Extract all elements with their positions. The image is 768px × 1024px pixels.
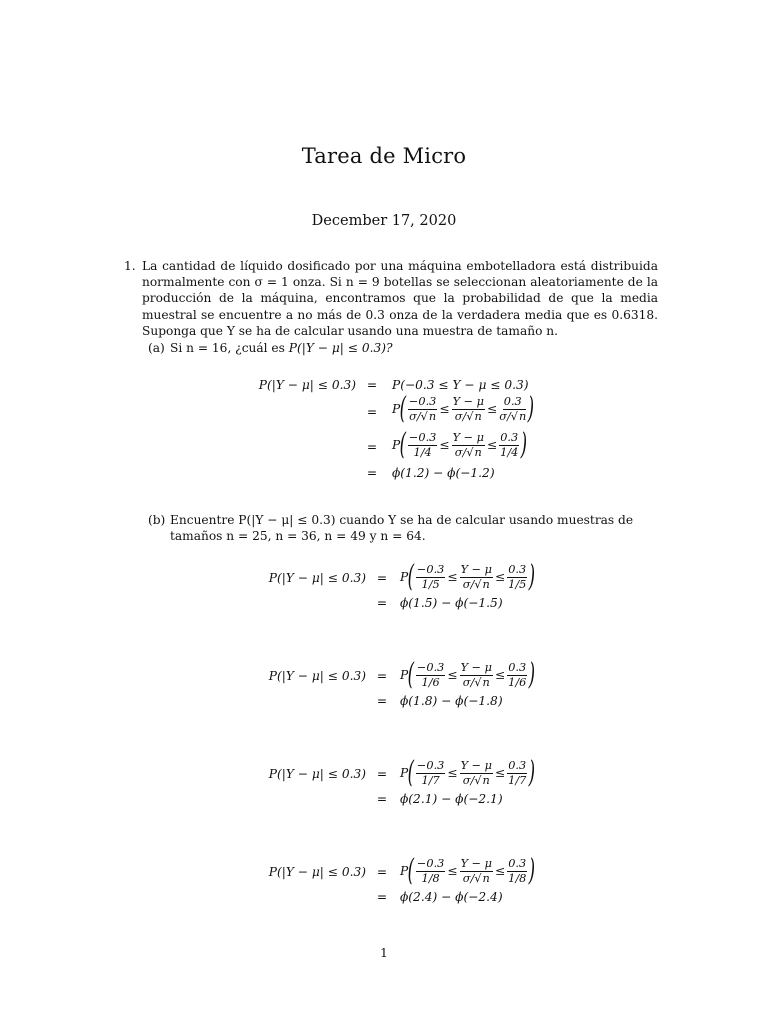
fraction: $\frac{-0.3}{1/8}$ — [416, 856, 445, 885]
page-number: 1 — [380, 946, 388, 960]
le-sign: ≤ — [439, 402, 450, 416]
fraction: $\frac{0.3}{1/4}$ — [500, 430, 519, 459]
eq-b-rel-1: = — [376, 865, 388, 879]
fraction: $\frac{Y - \mu}{\sigma/√n}$ — [460, 660, 493, 689]
fraction: $\frac{Y - \mu}{\sigma/√n}$ — [452, 430, 485, 459]
fraction: $\frac{Y - \mu}{\sigma/√n}$ — [460, 758, 493, 787]
eq-b-line-1 — [400, 755, 536, 790]
right-paren: ) — [528, 559, 536, 594]
left-paren: ( — [407, 559, 415, 594]
le-sign: ≤ — [495, 570, 506, 584]
le-sign: ≤ — [487, 402, 498, 416]
fraction: $\frac{0.3}{\sigma/√n}$ — [499, 394, 527, 423]
fraction: $\frac{0.3}{1/5}$ — [508, 562, 527, 591]
fraction: $\frac{-0.3}{1/5}$ — [416, 562, 445, 591]
part-a-question-text: Si n = 16, ¿cuál es — [170, 341, 289, 355]
eq-b-lhs: P(|Y − μ| ≤ 0.3) — [268, 669, 366, 683]
eq-b-rel-2: = — [376, 596, 388, 610]
prob-symbol: P — [392, 438, 401, 452]
fraction: $\frac{Y - \mu}{\sigma/√n}$ — [452, 394, 485, 423]
eq-a-rel-2: = — [366, 405, 378, 419]
eq-b-result: ϕ(1.8) − ϕ(−1.8) — [400, 694, 503, 708]
fraction: $\frac{0.3}{1/6}$ — [508, 660, 527, 689]
left-paren: ( — [399, 427, 407, 462]
fraction: $\frac{-0.3}{1/6}$ — [416, 660, 445, 689]
fraction: $\frac{Y - \mu}{\sigma/√n}$ — [460, 856, 493, 885]
prob-symbol: P — [400, 570, 409, 584]
eq-b-line-1 — [400, 853, 536, 888]
eq-a-line-1: P(−0.3 ≤ Y − μ ≤ 0.3) — [392, 378, 529, 392]
eq-b-lhs: P(|Y − μ| ≤ 0.3) — [268, 865, 366, 879]
right-paren: ) — [528, 657, 536, 692]
eq-b-line-1 — [400, 559, 536, 594]
eq-a-lhs: P(|Y − μ| ≤ 0.3) — [258, 378, 356, 392]
eq-b-result: ϕ(2.1) − ϕ(−2.1) — [400, 792, 503, 806]
fraction: $\frac{0.3}{1/8}$ — [508, 856, 527, 885]
eq-a-line-3 — [392, 427, 528, 462]
eq-b-result: ϕ(2.4) − ϕ(−2.4) — [400, 890, 503, 904]
eq-b-result: ϕ(1.5) − ϕ(−1.5) — [400, 596, 503, 610]
le-sign: ≤ — [495, 864, 506, 878]
prob-symbol: P — [400, 864, 409, 878]
eq-b-rel-1: = — [376, 669, 388, 683]
prob-symbol: P — [400, 766, 409, 780]
document-date: December 17, 2020 — [311, 213, 457, 229]
problem-1 — [118, 258, 658, 339]
right-paren: ) — [527, 391, 535, 426]
right-paren: ) — [528, 853, 536, 888]
le-sign: ≤ — [447, 570, 458, 584]
document-title: Tarea de Micro — [301, 144, 467, 168]
part-b-question: Encuentre P(|Y − μ| ≤ 0.3) cuando Y se ha de calcular usando muestras de tamaños n = 25, n = 36, n = 49 y n = 64. — [170, 513, 634, 544]
prob-symbol: P — [400, 668, 409, 682]
part-a-question — [170, 340, 668, 356]
eq-a-rel-1: = — [366, 378, 378, 392]
fraction: $\frac{-0.3}{\sigma/√n}$ — [408, 394, 437, 423]
fraction: $\frac{Y - \mu}{\sigma/√n}$ — [460, 562, 493, 591]
eq-b-rel-1: = — [376, 571, 388, 585]
eq-a-line-4: ϕ(1.2) − ϕ(−1.2) — [392, 466, 495, 480]
problem-number: 1. — [124, 259, 136, 273]
right-paren: ) — [520, 427, 528, 462]
le-sign: ≤ — [447, 668, 458, 682]
fraction: $\frac{-0.3}{1/7}$ — [416, 758, 445, 787]
eq-b-lhs: P(|Y − μ| ≤ 0.3) — [268, 571, 366, 585]
le-sign: ≤ — [495, 766, 506, 780]
eq-b-rel-2: = — [376, 694, 388, 708]
left-paren: ( — [407, 853, 415, 888]
le-sign: ≤ — [447, 766, 458, 780]
eq-a-rel-3: = — [366, 440, 378, 454]
prob-symbol: P — [392, 402, 401, 416]
part-b — [148, 512, 660, 544]
part-a-label: (a) — [148, 341, 165, 355]
problem-statement: La cantidad de líquido dosificado por una máquina embotelladora está distribuida normalmente con σ = 1 onza. Si n = 9 botellas se seleccionan aleatoriamente de la producción de la máquina, encontramos que la probabilidad de que la media muestral se encuentre a no más de 0.3 onza de la verdadera media que es 0.6318. Suponga que Y se ha de calcular usando una muestra de tamaño n. — [142, 259, 658, 338]
eq-b-rel-1: = — [376, 767, 388, 781]
fraction: $\frac{-0.3}{1/4}$ — [408, 430, 437, 459]
part-b-label: (b) — [148, 513, 166, 527]
eq-a-rel-4: = — [366, 466, 378, 480]
le-sign: ≤ — [439, 438, 450, 452]
fraction: $\frac{0.3}{1/7}$ — [508, 758, 527, 787]
le-sign: ≤ — [447, 864, 458, 878]
left-paren: ( — [399, 391, 407, 426]
le-sign: ≤ — [495, 668, 506, 682]
eq-b-lhs: P(|Y − μ| ≤ 0.3) — [268, 767, 366, 781]
right-paren: ) — [528, 755, 536, 790]
left-paren: ( — [407, 755, 415, 790]
eq-b-rel-2: = — [376, 792, 388, 806]
eq-b-line-1 — [400, 657, 536, 692]
part-a-question-math: P(|Y − μ| ≤ 0.3)? — [288, 341, 393, 355]
left-paren: ( — [407, 657, 415, 692]
eq-b-rel-2: = — [376, 890, 388, 904]
le-sign: ≤ — [487, 438, 498, 452]
eq-a-line-2 — [392, 391, 535, 426]
part-a — [148, 340, 668, 356]
